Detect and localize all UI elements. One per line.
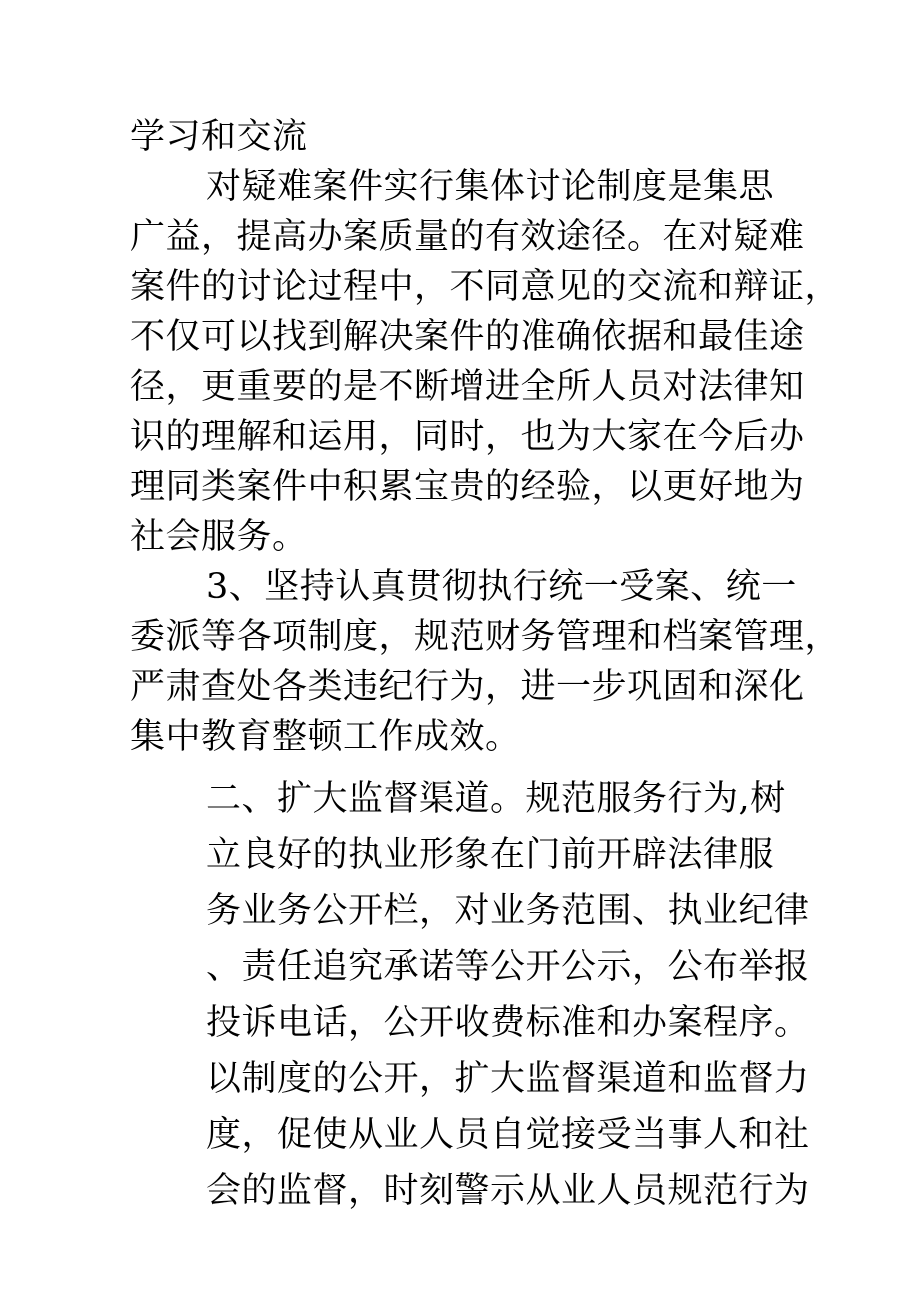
paragraph-1-line-7: 理同类案件中积累宝贵的经验，以更好地为 — [130, 467, 805, 507]
paragraph-3-line-8: 会的监督，时刻警示从业人员规范行为 — [206, 1171, 810, 1211]
heading-fragment: 学习和交流 — [130, 117, 308, 157]
paragraph-1-line-8: 社会服务。 — [130, 517, 308, 557]
paragraph-1-line-1: 对疑难案件实行集体讨论制度是集思 — [206, 167, 775, 207]
paragraph-1-line-3: 案件的讨论过程中，不同意见的交流和辩证， — [130, 267, 841, 307]
paragraph-1-line-4: 不仅可以找到解决案件的准确依据和最佳途 — [130, 317, 805, 357]
paragraph-3-line-6: 以制度的公开，扩大监督渠道和监督力 — [206, 1059, 810, 1099]
paragraph-3-line-1: 二、扩大监督渠道。规范服务行为,树 — [206, 779, 786, 819]
paragraph-2-line-3: 严肃查处各类违纪行为，进一步巩固和深化 — [130, 667, 805, 707]
paragraph-2-line-4: 集中教育整顿工作成效。 — [130, 717, 521, 757]
paragraph-3-line-2: 立良好的执业形象在门前开辟法律服 — [206, 835, 775, 875]
paragraph-3-line-7: 度，促使从业人员自觉接受当事人和社 — [206, 1115, 810, 1155]
paragraph-1-line-5: 径，更重要的是不断增进全所人员对法律知 — [130, 367, 805, 407]
paragraph-1-line-2: 广益，提高办案质量的有效途径。在对疑难 — [130, 217, 805, 257]
paragraph-3-line-4: 、责任追究承诺等公开公示，公布举报 — [206, 947, 810, 987]
paragraph-3-line-5: 投诉电话，公开收费标准和办案程序。 — [206, 1003, 810, 1043]
paragraph-3-line-3: 务业务公开栏，对业务范围、执业纪律 — [206, 891, 810, 931]
paragraph-2-line-2: 委派等各项制度，规范财务管理和档案管理， — [130, 617, 841, 657]
paragraph-2-line-1: 3、坚持认真贯彻执行统一受案、统一 — [206, 567, 797, 607]
paragraph-1-line-6: 识的理解和运用，同时，也为大家在今后办 — [130, 417, 805, 457]
